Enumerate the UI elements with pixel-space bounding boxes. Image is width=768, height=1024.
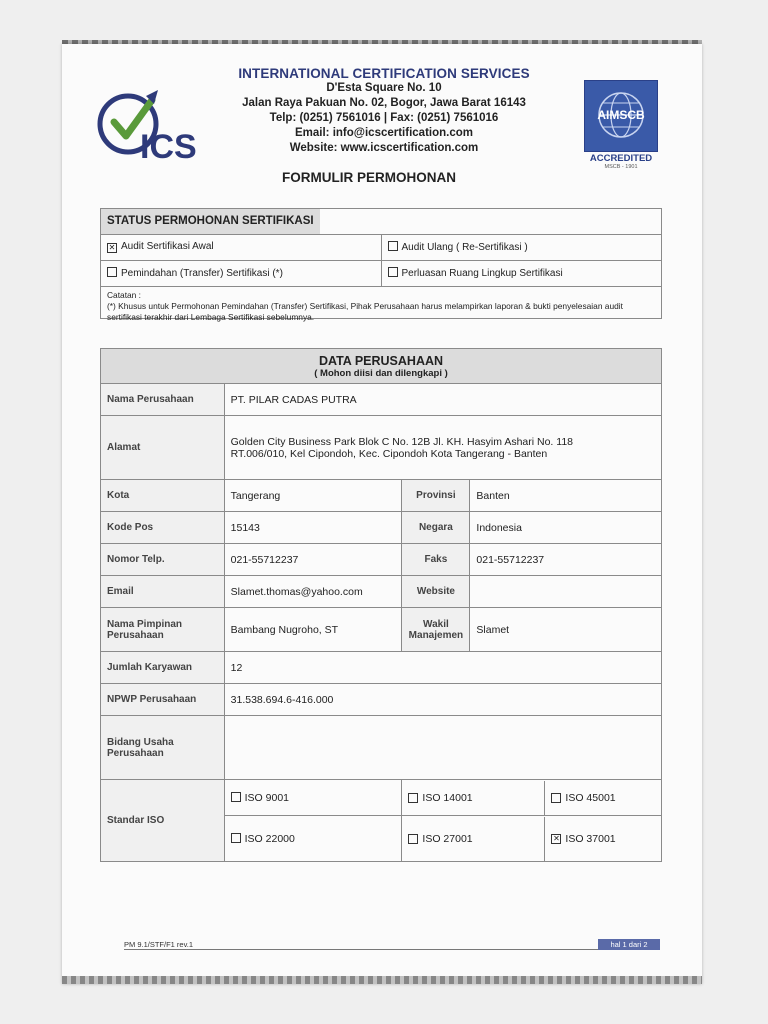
province-field[interactable]: Banten <box>470 480 662 512</box>
email-field[interactable]: Slamet.thomas@yahoo.com <box>224 576 402 608</box>
aimscb-logo <box>584 80 658 152</box>
checkbox-icon[interactable] <box>551 793 561 803</box>
province-label: Provinsi <box>402 480 470 512</box>
email-line: Email: info@icscertification.com <box>294 127 473 139</box>
company-name-label: Nama Perusahaan <box>101 384 225 416</box>
postal-code-label: Kode Pos <box>101 512 225 544</box>
phone-label: Nomor Telp. <box>101 544 225 576</box>
footer-divider <box>124 949 660 950</box>
accreditation-badge <box>584 80 658 170</box>
postal-code-field[interactable]: 15143 <box>224 512 402 544</box>
leader-field[interactable]: Bambang Nugroho, ST <box>224 608 402 652</box>
npwp-label: NPWP Perusahaan <box>101 684 225 716</box>
option-scope-extension[interactable]: Perluasan Ruang Lingkup Sertifikasi <box>381 261 662 286</box>
ics-logo <box>96 86 208 164</box>
organization-name: INTERNATIONAL CERTIFICATION SERVICES <box>238 66 530 81</box>
accreditation-code: MSCB - 1901 <box>604 164 638 170</box>
npwp-field[interactable]: 31.538.694.6-416.000 <box>224 684 661 716</box>
svg-text:ICS: ICS <box>140 128 197 164</box>
address-line-2: Jalan Raya Pakuan No. 02, Bogor, Jawa Barat 16143 <box>242 97 526 109</box>
iso-37001-option[interactable]: ✕ ISO 37001 <box>553 832 616 845</box>
fax-field[interactable]: 021-55712237 <box>470 544 662 576</box>
option-re-certification[interactable]: Audit Ulang ( Re-Sertifikasi ) <box>381 235 662 260</box>
checkbox-icon[interactable] <box>388 267 398 277</box>
globe-icon <box>585 81 657 151</box>
document-code: PM 9.1/STF/F1 rev.1 <box>124 940 194 949</box>
management-rep-label: Wakil Manajemen <box>402 608 470 652</box>
option-initial-audit[interactable]: ✕ Audit Sertifikasi Awal <box>108 241 214 252</box>
checked-checkbox-icon[interactable]: ✕ <box>108 243 116 252</box>
accredited-label: ACCREDITED <box>589 153 653 164</box>
status-title: STATUS PERMOHONAN SERTIFIKASI <box>101 209 320 234</box>
iso-14001-option[interactable]: ISO 14001 <box>402 781 545 815</box>
svg-text:AIMSCB: AIMSCB <box>597 108 645 122</box>
country-field[interactable]: Indonesia <box>470 512 662 544</box>
phone-field[interactable]: 021-55712237 <box>224 544 402 576</box>
country-label: Negara <box>402 512 470 544</box>
form-title: FORMULIR PERMOHONAN <box>282 170 456 185</box>
checkbox-icon[interactable] <box>107 267 117 277</box>
checkbox-icon[interactable] <box>408 834 418 844</box>
address-field[interactable]: Golden City Business Park Blok C No. 12B Jl. KH. Hasyim Ashari No. 118 RT.006/010, Kel Cipondoh, Kec. Cipondoh Kota Tangerang - Banten <box>224 416 661 480</box>
website-line: Website: www.icscertification.com <box>289 142 479 154</box>
checkbox-icon[interactable] <box>231 792 241 802</box>
website-field[interactable] <box>470 576 662 608</box>
letterhead <box>230 66 538 156</box>
business-field-label: Bidang Usaha Perusahaan <box>101 716 225 780</box>
employees-label: Jumlah Karyawan <box>101 652 225 684</box>
address-label: Alamat <box>101 416 225 480</box>
status-section <box>100 208 662 322</box>
fax-label: Faks <box>402 544 470 576</box>
iso-27001-option[interactable]: ISO 27001 <box>402 817 545 861</box>
website-label: Website <box>402 576 470 608</box>
page-number: hal 1 dari 2 <box>598 939 660 950</box>
business-field-input[interactable] <box>224 716 661 780</box>
iso-standard-label: Standar ISO <box>101 780 225 862</box>
checked-checkbox-icon[interactable]: ✕ <box>553 833 560 843</box>
management-rep-field[interactable]: Slamet <box>470 608 662 652</box>
employees-field[interactable]: 12 <box>224 652 661 684</box>
city-field[interactable]: Tangerang <box>224 480 402 512</box>
company-data-table <box>100 348 662 862</box>
checkbox-icon[interactable] <box>408 793 418 803</box>
phone-fax: Telp: (0251) 7561016 | Fax: (0251) 7561016 <box>269 112 499 124</box>
iso-9001-option[interactable]: ISO 9001 <box>224 780 402 816</box>
address-line-1: D'Esta Square No. 10 <box>326 82 442 94</box>
leader-label: Nama Pimpinan Perusahaan <box>101 608 225 652</box>
checkbox-icon[interactable] <box>388 241 398 251</box>
company-data-header: DATA PERUSAHAAN ( Mohon diisi dan dilengkapi ) <box>101 349 662 384</box>
iso-22000-option[interactable]: ISO 22000 <box>224 816 402 862</box>
status-note: Catatan : (*) Khusus untuk Permohonan Pemindahan (Transfer) Sertifikasi, Pihak Perusahaan harus melampirkan laporan & bukti penyelesaian audit sertifikasi terakhir dari Lembaga Sertifikasi sebelumnya. <box>107 290 623 322</box>
city-label: Kota <box>101 480 225 512</box>
email-label: Email <box>101 576 225 608</box>
company-name-field[interactable]: PT. PILAR CADAS PUTRA <box>224 384 661 416</box>
checkbox-icon[interactable] <box>231 833 241 843</box>
option-transfer[interactable]: Pemindahan (Transfer) Sertifikasi (*) <box>101 261 381 286</box>
scan-edge-bottom <box>62 976 702 984</box>
iso-45001-option[interactable]: ISO 45001 <box>545 781 661 815</box>
